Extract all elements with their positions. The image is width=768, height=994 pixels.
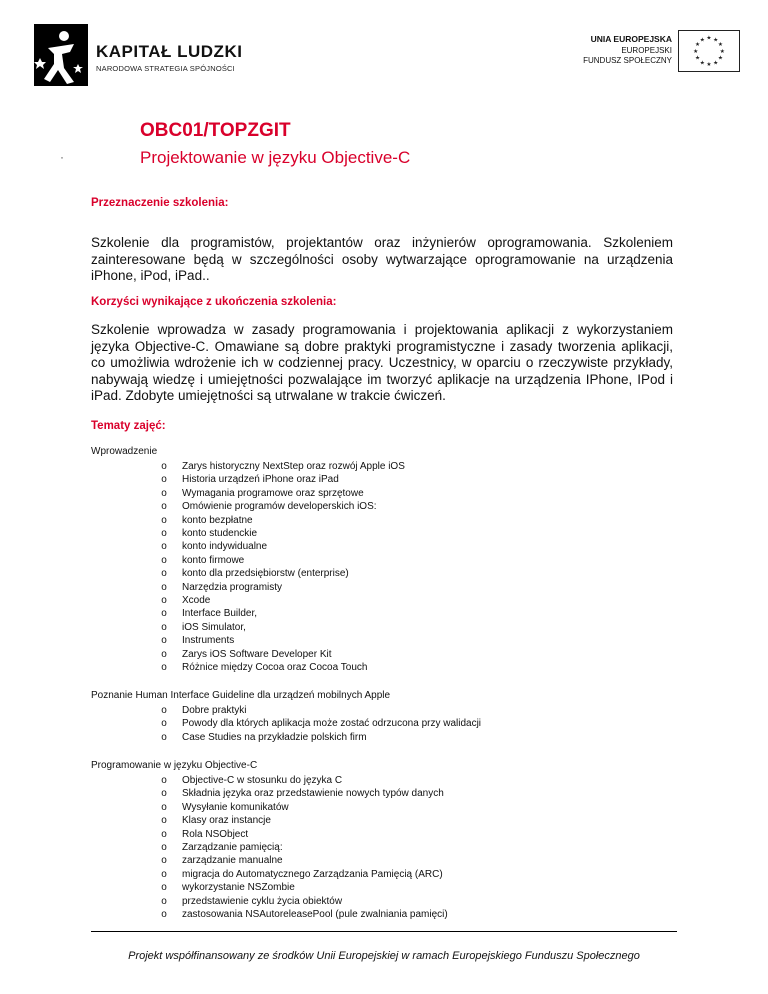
kapital-ludzki-logo bbox=[30, 20, 243, 86]
bullet-icon: o bbox=[161, 718, 167, 730]
list-item-text: przedstawienie cyklu życia obiektów bbox=[182, 895, 343, 907]
svg-text:★: ★ bbox=[717, 55, 723, 62]
bullet-icon: o bbox=[161, 541, 167, 553]
bullet-icon: o bbox=[161, 487, 167, 499]
bullet-icon: o bbox=[161, 815, 167, 827]
topic-group-title: Programowanie w języku Objective-C bbox=[91, 760, 258, 771]
list-item-text: Wymagania programowe oraz sprzętowe bbox=[182, 487, 364, 499]
eu-line-2: EUROPEJSKI bbox=[621, 46, 672, 55]
bullet-icon: o bbox=[161, 568, 167, 580]
eu-line-3: FUNDUSZ SPOŁECZNY bbox=[583, 56, 672, 65]
list-item-text: konto studenckie bbox=[182, 528, 258, 539]
svg-text:★: ★ bbox=[699, 37, 705, 44]
bullet-icon: o bbox=[161, 581, 167, 593]
list-item-text: Historia urządzeń iPhone oraz iPad bbox=[182, 474, 339, 486]
list-item-text: wykorzystanie NSZombie bbox=[182, 882, 295, 894]
list-item-text: Case Studies na przykładzie polskich firm bbox=[182, 731, 367, 743]
bullet-icon: o bbox=[161, 554, 167, 566]
course-title: Projektowanie w języku Objective-C bbox=[140, 148, 411, 167]
list-item-text: Różnice między Cocoa oraz Cocoa Touch bbox=[182, 662, 368, 673]
bullet-icon: o bbox=[161, 788, 167, 800]
list-item-text: Narzędzia programisty bbox=[182, 581, 283, 593]
bullet-icon: o bbox=[161, 855, 167, 867]
list-item-text: konto indywidualne bbox=[182, 541, 268, 553]
benefits-text: Szkolenie wprowadza w zasady programowania i projektowania aplikacji z wykorzystaniem języka Objective-C. Omawiane są dobre praktyki programistyczne i zasady tworzenia aplikacji, co umożliwia wdrożenie ich w codziennej pracy. Uczestnicy, w oparciu o rzeczywiste przykłady, nabywają wiedzę i umiejętności pozwalające im tworzyć aplikacje na urządzenia IPhone, IPod i iPad. Zdobyte umiejętności są utrwalane w trakcie ćwiczeń. bbox=[91, 322, 673, 403]
bullet-icon: o bbox=[161, 635, 167, 647]
list-item-text: Dobre praktyki bbox=[182, 705, 247, 716]
bullet-icon: o bbox=[161, 648, 167, 660]
list-item-text: Zarys historyczny NextStep oraz rozwój Apple iOS bbox=[182, 461, 405, 472]
bullet-icon: o bbox=[161, 608, 167, 620]
svg-text:★: ★ bbox=[719, 48, 725, 55]
list-item-text: zarządzanie manualne bbox=[182, 855, 283, 867]
list-item-text: iOS Simulator, bbox=[182, 621, 246, 633]
footer-divider bbox=[91, 931, 677, 932]
list-item-text: konto firmowe bbox=[182, 554, 245, 566]
svg-text:★: ★ bbox=[706, 62, 712, 69]
benefits-heading: Korzyści wynikające z ukończenia szkolenia: bbox=[91, 296, 337, 308]
list-item-text: Instruments bbox=[182, 635, 235, 647]
bullet-icon: o bbox=[161, 801, 167, 813]
eu-flag-icon bbox=[678, 30, 740, 72]
list-item-text: Wysyłanie komunikatów bbox=[182, 801, 289, 813]
bullet-icon: o bbox=[161, 775, 167, 786]
eu-logo bbox=[560, 26, 740, 76]
bullet-icon: o bbox=[161, 461, 167, 472]
bullet-icon: o bbox=[161, 895, 167, 907]
list-item-text: Objective-C w stosunku do języka C bbox=[182, 775, 343, 786]
list-item-text: Składnia języka oraz przedstawienie nowych typów danych bbox=[182, 788, 444, 800]
course-code: OBC01/TOPZGIT bbox=[140, 120, 291, 141]
bullet-icon: o bbox=[161, 501, 167, 513]
list-item-text: migracja do Automatycznego Zarządzania Pamięcią (ARC) bbox=[182, 868, 443, 880]
svg-text:★: ★ bbox=[706, 35, 712, 42]
purpose-heading: Przeznaczenie szkolenia: bbox=[91, 197, 229, 209]
bullet-icon: o bbox=[161, 528, 167, 539]
topic-group-title: Poznanie Human Interface Guideline dla urządzeń mobilnych Apple bbox=[91, 690, 391, 701]
list-item-text: Zarządzanie pamięcią: bbox=[182, 842, 283, 853]
list-item-text: Rola NSObject bbox=[182, 828, 249, 840]
bullet-icon: o bbox=[161, 868, 167, 880]
bullet-icon: o bbox=[161, 842, 167, 853]
list-item-text: zastosowania NSAutoreleasePool (pule zwalniania pamięci) bbox=[182, 909, 448, 920]
svg-text:★: ★ bbox=[693, 48, 699, 55]
bullet-icon: o bbox=[161, 705, 167, 716]
logo-subtitle: NARODOWA STRATEGIA SPÓJNOŚCI bbox=[96, 64, 235, 73]
bullet-icon: o bbox=[161, 595, 167, 606]
list-item-text: Zarys iOS Software Developer Kit bbox=[182, 648, 332, 660]
list-item-text: konto dla przedsiębiorstw (enterprise) bbox=[182, 568, 349, 580]
topic-group-title: Wprowadzenie bbox=[91, 446, 158, 457]
purpose-text: Szkolenie dla programistów, projektantów oraz inżynierów oprogramowania. Szkoleniem zainteresowane będą w szczególności osoby wytwarzające oprogramowanie na urządzenia iPhone, iPod, iPad.. bbox=[91, 235, 673, 283]
bullet-icon: o bbox=[161, 828, 167, 840]
eu-line-1: UNIA EUROPEJSKA bbox=[590, 34, 672, 44]
list-item-text: Klasy oraz instancje bbox=[182, 815, 271, 827]
list-item-text: Omówienie programów developerskich iOS: bbox=[182, 501, 377, 513]
footer-text: Projekt współfinansowany ze środków Unii Europejskiej w ramach Europejskiego Funduszu Społecznego bbox=[128, 950, 640, 962]
margin-marker: · bbox=[60, 150, 64, 164]
svg-text:★: ★ bbox=[713, 37, 719, 44]
logo-title: KAPITAŁ LUDZKI bbox=[96, 42, 243, 61]
svg-text:★: ★ bbox=[695, 55, 701, 62]
topics-heading: Tematy zajęć: bbox=[91, 420, 166, 432]
bullet-icon: o bbox=[161, 882, 167, 894]
kapital-ludzki-figure-icon bbox=[34, 24, 88, 86]
bullet-icon: o bbox=[161, 731, 167, 743]
list-item-text: konto bezpłatne bbox=[182, 514, 253, 526]
bullet-icon: o bbox=[161, 621, 167, 633]
svg-text:★: ★ bbox=[713, 60, 719, 67]
bullet-icon: o bbox=[161, 514, 167, 526]
svg-text:★: ★ bbox=[699, 60, 705, 67]
list-item-text: Xcode bbox=[182, 595, 211, 606]
bullet-icon: o bbox=[161, 474, 167, 486]
bullet-icon: o bbox=[161, 662, 167, 673]
list-item-text: Powody dla których aplikacja może zostać odrzucona przy walidacji bbox=[182, 718, 482, 730]
svg-text:★: ★ bbox=[695, 42, 701, 49]
bullet-icon: o bbox=[161, 909, 167, 920]
svg-text:★: ★ bbox=[717, 42, 723, 49]
list-item-text: Interface Builder, bbox=[182, 608, 258, 620]
